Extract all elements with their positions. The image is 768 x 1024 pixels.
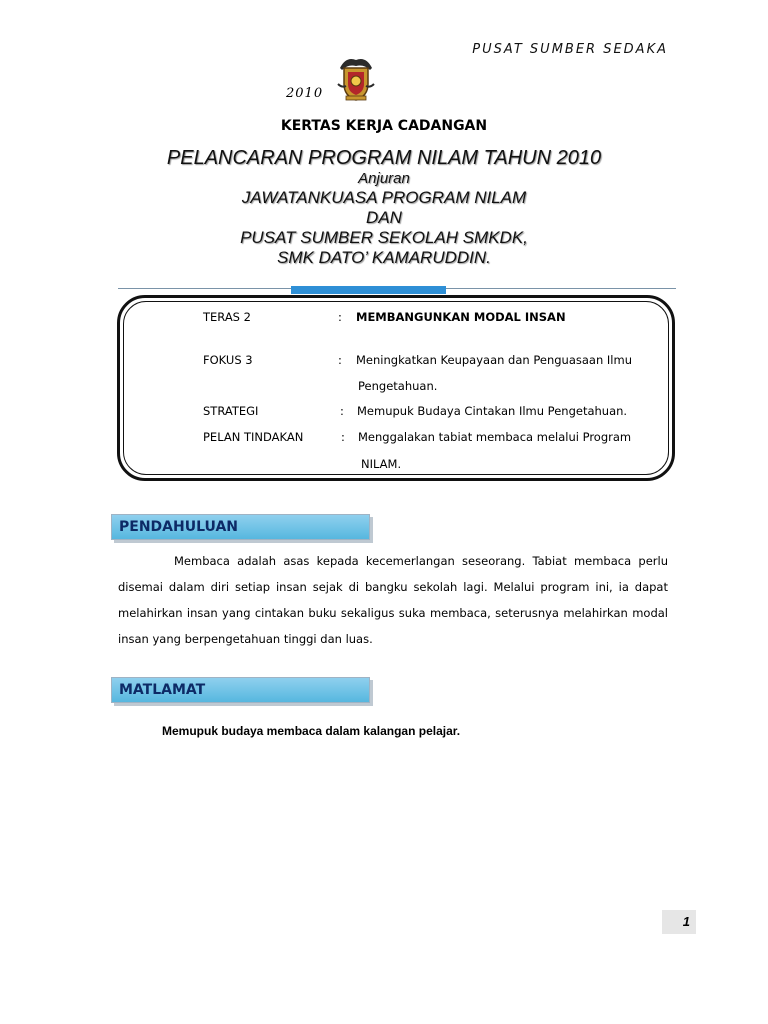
- organizer-line-2: DAN: [366, 208, 402, 227]
- header-year: 2010: [286, 86, 324, 101]
- strategi-label: STRATEGI: [203, 404, 259, 418]
- page-number: 1: [662, 910, 696, 934]
- matlamat-text: Memupuk budaya membaca dalam kalangan pelajar.: [162, 724, 461, 738]
- fokus-value-line-2: Pengetahuan.: [358, 379, 438, 393]
- strategi-value: Memupuk Budaya Cintakan Ilmu Pengetahuan.: [357, 404, 628, 418]
- document-type: KERTAS KERJA CADANGAN: [280, 118, 488, 134]
- section-matlamat-heading: MATLAMAT: [111, 677, 370, 703]
- pelan-colon: :: [341, 430, 345, 444]
- fokus-label: FOKUS 3: [203, 353, 253, 367]
- anjuran-label: Anjuran: [358, 170, 410, 187]
- teras-value: MEMBANGUNKAN MODAL INSAN: [356, 310, 566, 324]
- pelan-value-line-1: Menggalakan tabiat membaca melalui Program: [358, 430, 632, 444]
- divider-accent: [291, 286, 446, 294]
- teras-colon: :: [338, 310, 342, 324]
- school-crest-icon: [336, 54, 376, 102]
- strategi-colon: :: [340, 404, 344, 418]
- teras-label: TERAS 2: [203, 310, 251, 324]
- page-title: PELANCARAN PROGRAM NILAM TAHUN 2010: [166, 147, 602, 169]
- fokus-value-line-1: Meningkatkan Keupayaan dan Penguasaan Ilmu: [356, 353, 632, 367]
- organizer-line-3: PUSAT SUMBER SEKOLAH SMKDK,: [240, 228, 528, 247]
- library-name-header: PUSAT SUMBER SEDAKA: [472, 42, 668, 57]
- organizer-line-4: SMK DATO’ KAMARUDDIN.: [277, 248, 491, 267]
- fokus-colon: :: [338, 353, 342, 367]
- pelan-label: PELAN TINDAKAN: [203, 430, 304, 444]
- pelan-value-line-2: NILAM.: [361, 457, 402, 471]
- organizer-line-1: JAWATANKUASA PROGRAM NILAM: [241, 188, 527, 207]
- section-pendahuluan-heading: PENDAHULUAN: [111, 514, 370, 540]
- title-block: [0, 146, 768, 268]
- pendahuluan-paragraph: Membaca adalah asas kepada kecemerlangan seseorang. Tabiat membaca perlu disemai dalam diri setiap insan sejak di bangku sekolah lagi. Melalui program ini, ia dapat melahirkan insan yang cintakan buku sekaligus suka membaca, seterusnya melahirkan modal insan yang berpengetahuan tinggi dan luas.: [118, 554, 668, 646]
